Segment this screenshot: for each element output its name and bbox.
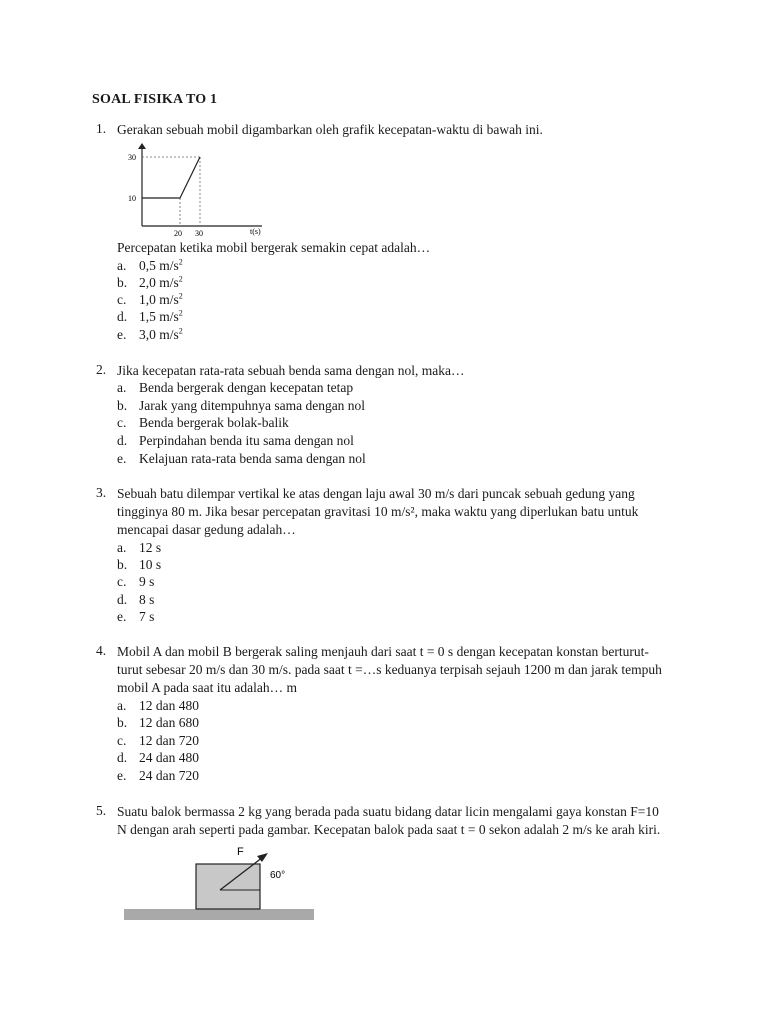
question-2-option-d: d. Perpindahan benda itu sama dengan nol [117, 433, 354, 448]
question-2-option-c: c. Benda bergerak bolak-balik [117, 415, 289, 430]
question-4-option-e: e. 24 dan 720 [117, 768, 199, 783]
question-2-number: 2. [96, 362, 107, 377]
question-3-option-b: b. 10 s [117, 557, 162, 572]
force-label: F [237, 846, 244, 858]
question-1-option-a: a. 0,5 $m/s^2$ [117, 257, 183, 273]
question-3-option-d: d. 8 s [117, 592, 155, 607]
question-1-text: Gerakan sebuah mobil digambarkan oleh grafik kecepatan-waktu di bawah ini. [117, 122, 543, 137]
question-3-line-2: tingginya 80 m. Jika besar percepatan gravitasi 10 m/s², maka waktu yang diperlukan batu untuk [117, 504, 639, 519]
question-3-number: 3. [96, 485, 107, 500]
graph-xtick-20: 20 [174, 229, 182, 238]
question-1-option-d: d. 1,5 $m/s^2$ [117, 308, 183, 324]
question-3-option-a: a. 12 s [117, 540, 162, 555]
question-2-option-a: a. Benda bergerak dengan kecepatan tetap [117, 380, 354, 395]
floor-surface [124, 909, 314, 920]
question-4-option-c: c. 12 dan 720 [117, 733, 199, 748]
question-2-option-b: b. Jarak yang ditempuhnya sama dengan nol [117, 398, 366, 413]
graph-xaxis-unit: t(s) [250, 227, 261, 236]
document-title: SOAL FISIKA TO 1 [92, 92, 218, 107]
question-3-option-e: e. 7 s [117, 609, 155, 624]
question-5-number: 5. [96, 803, 107, 818]
velocity-time-graph [122, 143, 272, 238]
question-3-line-3: mencapai dasar gedung adalah… [117, 522, 296, 537]
graph-y-arrow [138, 143, 146, 149]
graph-ytick-10: 10 [128, 194, 136, 203]
question-4-line-2: turut sebesar 20 m/s dan 30 m/s. pada saat t =…s keduanya terpisah sejauh 1200 m dan jarak tempuh [117, 662, 662, 677]
question-1-option-e: e. 3,0 $m/s^2$ [117, 326, 183, 342]
question-4-option-a: a. 12 dan 480 [117, 698, 199, 713]
graph-velocity-line [142, 157, 200, 198]
question-2-option-e: e. Kelajuan rata-rata benda sama dengan nol [117, 451, 366, 466]
question-1-option-b: b. 2,0 $m/s^2$ [117, 274, 183, 290]
question-1-number: 1. [96, 121, 107, 136]
question-4-option-b: b. 12 dan 680 [117, 715, 199, 730]
angle-label: 60° [270, 870, 286, 881]
question-3-option-c: c. 9 s [117, 574, 155, 589]
question-5-line-1: Suatu balok bermassa 2 kg yang berada pada suatu bidang datar licin mengalami gaya konstan F=10 [117, 804, 659, 819]
question-4-number: 4. [96, 643, 107, 658]
block [196, 864, 260, 909]
block-force-figure [120, 840, 320, 922]
question-4-option-d: d. 24 dan 480 [117, 750, 199, 765]
question-1-option-c: c. 1,0 $m/s^2$ [117, 291, 183, 307]
graph-xtick-30: 30 [195, 229, 203, 238]
graph-ytick-30: 30 [128, 153, 136, 162]
question-2-text: Jika kecepatan rata-rata sebuah benda sama dengan nol, maka… [117, 363, 465, 378]
question-1-followup: Percepatan ketika mobil bergerak semakin cepat adalah… [117, 240, 431, 255]
question-4-line-3: mobil A pada saat itu adalah… m [117, 680, 297, 695]
question-3-line-1: Sebuah batu dilempar vertikal ke atas dengan laju awal 30 m/s dari puncak sebuah gedung yang [117, 486, 635, 501]
question-5-line-2: N dengan arah seperti pada gambar. Kecepatan balok pada saat t = 0 sekon adalah 2 m/s ke arah kiri. [117, 822, 661, 837]
question-4-line-1: Mobil A dan mobil B bergerak saling menjauh dari saat t = 0 s dengan kecepatan konstan berturut- [117, 644, 649, 659]
